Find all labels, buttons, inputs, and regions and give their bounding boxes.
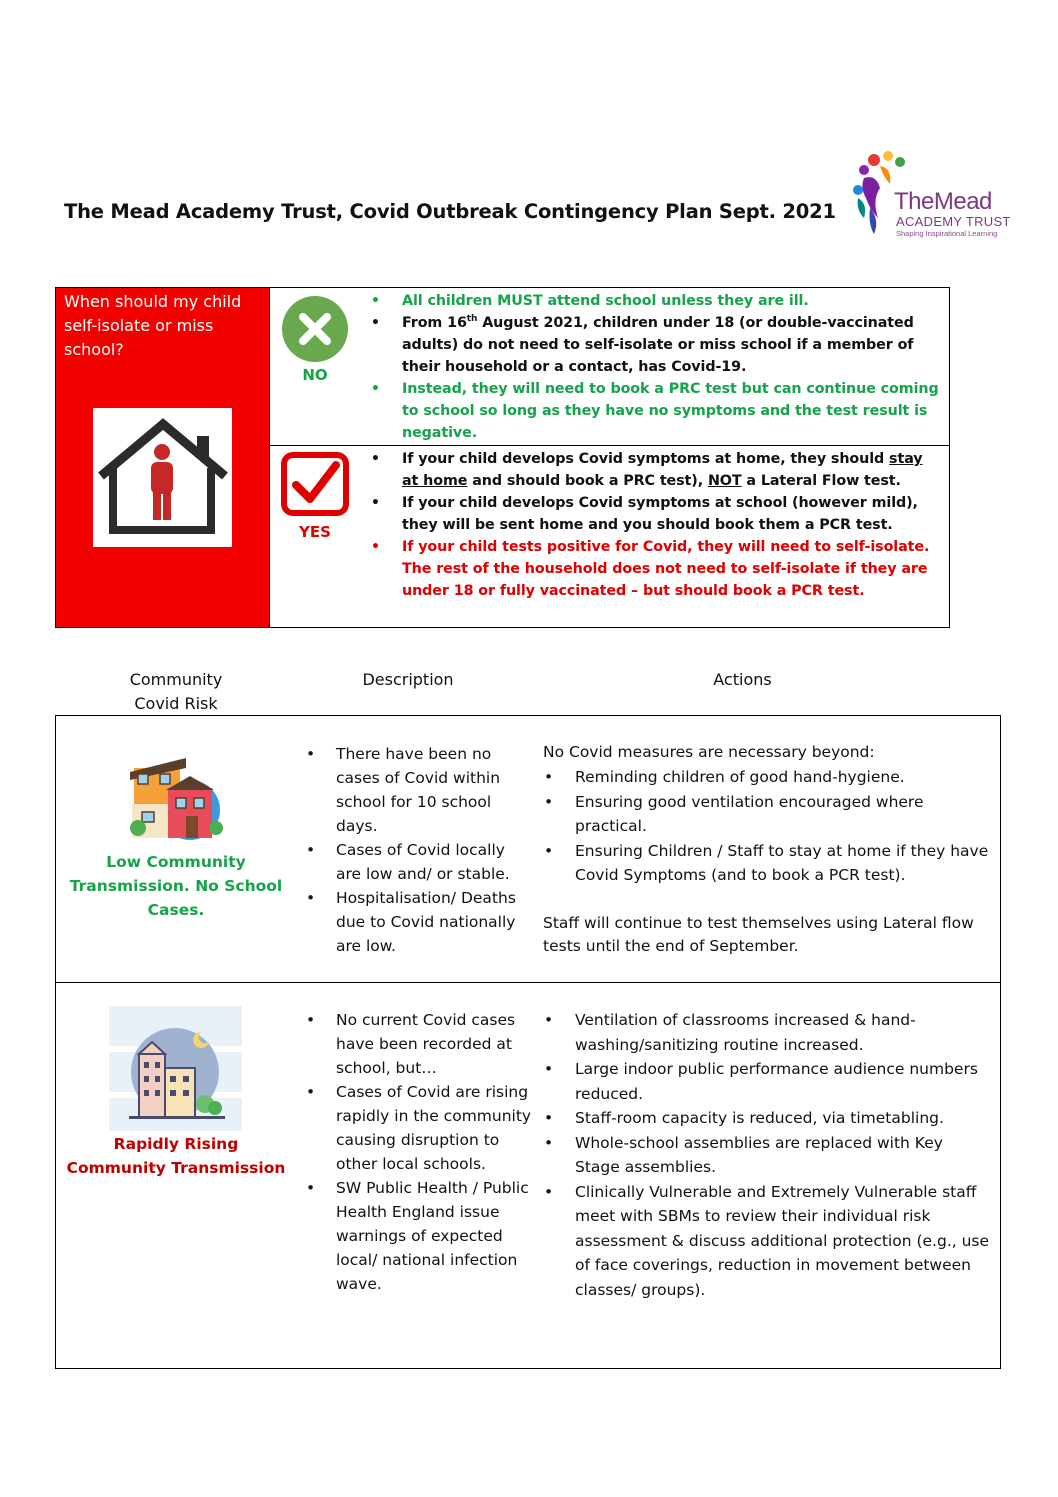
list-item: • There have been no cases of Covid within school for 10 school days. [304, 742, 534, 838]
list-item: • If your child develops Covid symptoms at school (however mild), they will be sent home and you should book them a PCR test. [370, 492, 942, 536]
risk-level-low: Low Community Transmission. No School Cases. [69, 853, 283, 919]
description-list-low [304, 742, 534, 958]
list-item: • If your child develops Covid symptoms at home, they should stay at home and should book a PRC test), NOT a Lateral Flow test. [370, 448, 942, 492]
no-label: NO [302, 366, 328, 384]
actions-list-rising [542, 1008, 992, 1302]
no-conditions-list [370, 290, 942, 444]
list-item: • Ensuring Children / Staff to stay at home if they have Covid Symptoms (and to book a PCR test). [542, 839, 992, 888]
list-item: • Cases of Covid are rising rapidly in the community causing disruption to other local schools. [304, 1080, 534, 1176]
list-item: • No current Covid cases have been recorded at school, but… [304, 1008, 534, 1080]
list-item: • Hospitalisation/ Deaths due to Covid nationally are low. [304, 886, 534, 958]
checkmark-box-icon [280, 451, 350, 517]
list-item: • Ensuring good ventilation encouraged where practical. [542, 790, 992, 839]
row-divider [56, 982, 1000, 983]
list-item: • Reminding children of good hand-hygiene. [542, 765, 992, 790]
list-item: • Large indoor public performance audience numbers reduced. [542, 1057, 992, 1106]
house-person-icon [93, 408, 232, 547]
page-title: The Mead Academy Trust, Covid Outbreak Contingency Plan Sept. 2021 [64, 200, 836, 223]
mead-academy-logo [850, 148, 1020, 243]
column-divider [269, 288, 270, 627]
list-item: • Whole-school assemblies are replaced with Key Stage assemblies. [542, 1131, 992, 1180]
list-item: • From 16th August 2021, children under 18 (or double-vaccinated adults) do not need to self-isolate or miss school if a member of their household or a contact, has Covid-19. [370, 312, 942, 378]
risk-level-rising: Rapidly Rising Community Transmission [66, 1135, 286, 1177]
list-item: • Cases of Covid locally are low and/ or stable. [304, 838, 534, 886]
risk-table [55, 715, 1001, 1369]
isolation-question-panel [56, 288, 269, 627]
house-image [93, 408, 232, 547]
row-divider [269, 445, 949, 446]
isolation-question: When should my child self-isolate or miss school? [64, 292, 242, 359]
actions-intro-low: No Covid measures are necessary beyond: [543, 743, 875, 761]
list-item: • All children MUST attend school unless they are ill. [370, 290, 942, 312]
logo-academy-trust: ACADEMY TRUST [896, 214, 1011, 229]
house-illustration-icon [128, 744, 224, 842]
isolation-guidance-box [55, 287, 950, 628]
yes-label: YES [299, 523, 331, 541]
list-item: • Staff-room capacity is reduced, via timetabling. [542, 1106, 992, 1131]
list-item: • SW Public Health / Public Health England issue warnings of expected local/ national infection wave. [304, 1176, 534, 1296]
list-item: • Instead, they will need to book a PRC test but can continue coming to school so long as they have no symptoms and the test result is negative. [370, 378, 942, 444]
list-item: • Ventilation of classrooms increased & hand-washing/sanitizing routine increased. [542, 1008, 992, 1057]
header-actions: Actions [713, 670, 772, 689]
header-description: Description [362, 670, 454, 689]
header-risk: Community Covid Risk [129, 670, 223, 713]
cross-circle-icon [282, 296, 348, 362]
city-night-illustration-icon [109, 1006, 242, 1131]
logo-tagline: Shaping Inspirational Learning [896, 229, 998, 238]
actions-list-low [542, 765, 992, 888]
yes-conditions-list [370, 448, 942, 602]
list-item: • Clinically Vulnerable and Extremely Vulnerable staff meet with SBMs to review their individual risk assessment & discuss additional protection (e.g., use of face coverings, reduction in movement between classes/ groups). [542, 1180, 992, 1303]
list-item: • If your child tests positive for Covid, they will need to self-isolate. The rest of the household does not need to self-isolate if they are under 18 or fully vaccinated – but should book a PCR test. [370, 536, 942, 602]
logo-brand-name: TheMead [894, 188, 992, 215]
actions-outro-low: Staff will continue to test themselves using Lateral flow tests until the end of September. [543, 914, 974, 955]
description-list-rising [304, 1008, 534, 1296]
